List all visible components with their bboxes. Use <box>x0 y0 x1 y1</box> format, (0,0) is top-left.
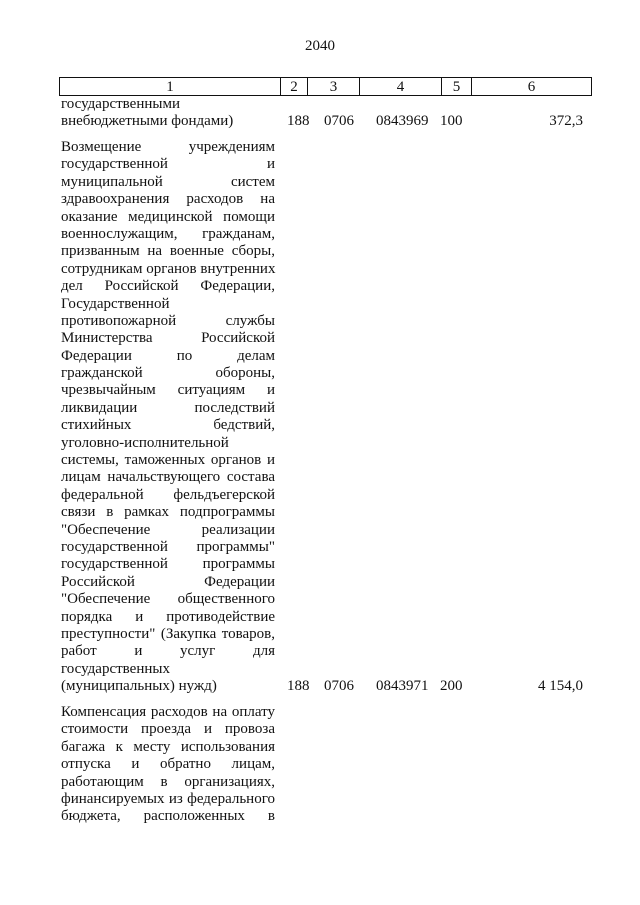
column-header-5: 5 <box>442 78 472 96</box>
description-line: Возмещение учреждениям <box>61 139 275 155</box>
description-line: дел Российской Федерации, <box>61 278 275 295</box>
row-code-col2: 188 <box>287 113 310 129</box>
row-amount: 372,3 <box>549 113 583 129</box>
description-line: призванным на военные сборы, <box>61 243 275 260</box>
row-code-col3: 0706 <box>324 113 354 129</box>
description-line: (муниципальных) нужд) <box>61 678 217 695</box>
description-line: работающим в организациях, <box>61 773 275 790</box>
description-line: Государственной <box>61 295 170 312</box>
description-line: Федерации по делам <box>61 347 275 364</box>
description-line: финансируемых из федерального <box>61 790 275 807</box>
description-line: федеральной фельдъегерской <box>61 486 275 503</box>
description-line: багажа к месту использования <box>61 738 275 755</box>
description-line: преступности" (Закупка товаров, <box>61 625 275 642</box>
row-code-col3: 0706 <box>324 678 354 694</box>
description-line: стихийных бедствий, <box>61 417 275 434</box>
description-line: государственной и <box>61 156 275 173</box>
description-line: сотрудникам органов внутренних <box>61 260 276 277</box>
description-line: Министерства Российской <box>61 330 275 347</box>
description-line: внебюджетными фондами) <box>61 113 234 130</box>
description-line: государственных <box>61 660 170 677</box>
description-line: работ и услуг для <box>61 643 275 660</box>
description-line: уголовно-исполнительной <box>61 434 229 451</box>
row-description <box>61 96 275 131</box>
description-line: государственными <box>61 96 180 112</box>
description-line: Компенсация расходов на оплату <box>61 704 275 720</box>
description-line: Российской Федерации <box>61 573 275 590</box>
row-code-col5: 200 <box>440 678 463 694</box>
description-line: отпуска и обратно лицам, <box>61 756 275 773</box>
column-header-1: 1 <box>60 78 281 96</box>
description-line: бюджета, расположенных в <box>61 808 275 825</box>
column-header-6: 6 <box>472 78 592 96</box>
row-code-col2: 188 <box>287 678 310 694</box>
column-header-2: 2 <box>281 78 308 96</box>
description-line: системы, таможенных органов и <box>61 452 275 469</box>
description-line: оказание медицинской помощи <box>61 208 275 225</box>
row-code-col5: 100 <box>440 113 463 129</box>
description-line: "Обеспечение реализации <box>61 521 275 538</box>
description-line: государственной программы" <box>61 538 275 555</box>
description-line: "Обеспечение общественного <box>61 591 275 608</box>
description-line: связи в рамках подпрограммы <box>61 504 275 521</box>
row-code-col4: 0843969 <box>376 113 429 129</box>
description-line: чрезвычайным ситуациям и <box>61 382 275 399</box>
description-line: военнослужащим, гражданам, <box>61 225 275 242</box>
column-header-3: 3 <box>308 78 360 96</box>
column-header-row <box>60 78 592 96</box>
column-header-table <box>59 77 592 96</box>
description-line: противопожарной службы <box>61 312 275 329</box>
description-line: ликвидации последствий <box>61 399 275 416</box>
description-line: гражданской обороны, <box>61 365 275 382</box>
description-line: стоимости проезда и провоза <box>61 721 275 738</box>
description-line: муниципальной систем <box>61 173 275 190</box>
row-amount: 4 154,0 <box>538 678 583 694</box>
column-header-4: 4 <box>360 78 442 96</box>
page-number: 2040 <box>305 38 335 54</box>
description-line: здравоохранения расходов на <box>61 191 275 208</box>
row-description <box>61 704 275 826</box>
description-line: лицам начальствующего состава <box>61 469 275 486</box>
row-description <box>61 139 275 696</box>
row-code-col4: 0843971 <box>376 678 429 694</box>
description-line: порядка и противодействие <box>61 608 275 625</box>
description-line: государственной программы <box>61 556 275 573</box>
